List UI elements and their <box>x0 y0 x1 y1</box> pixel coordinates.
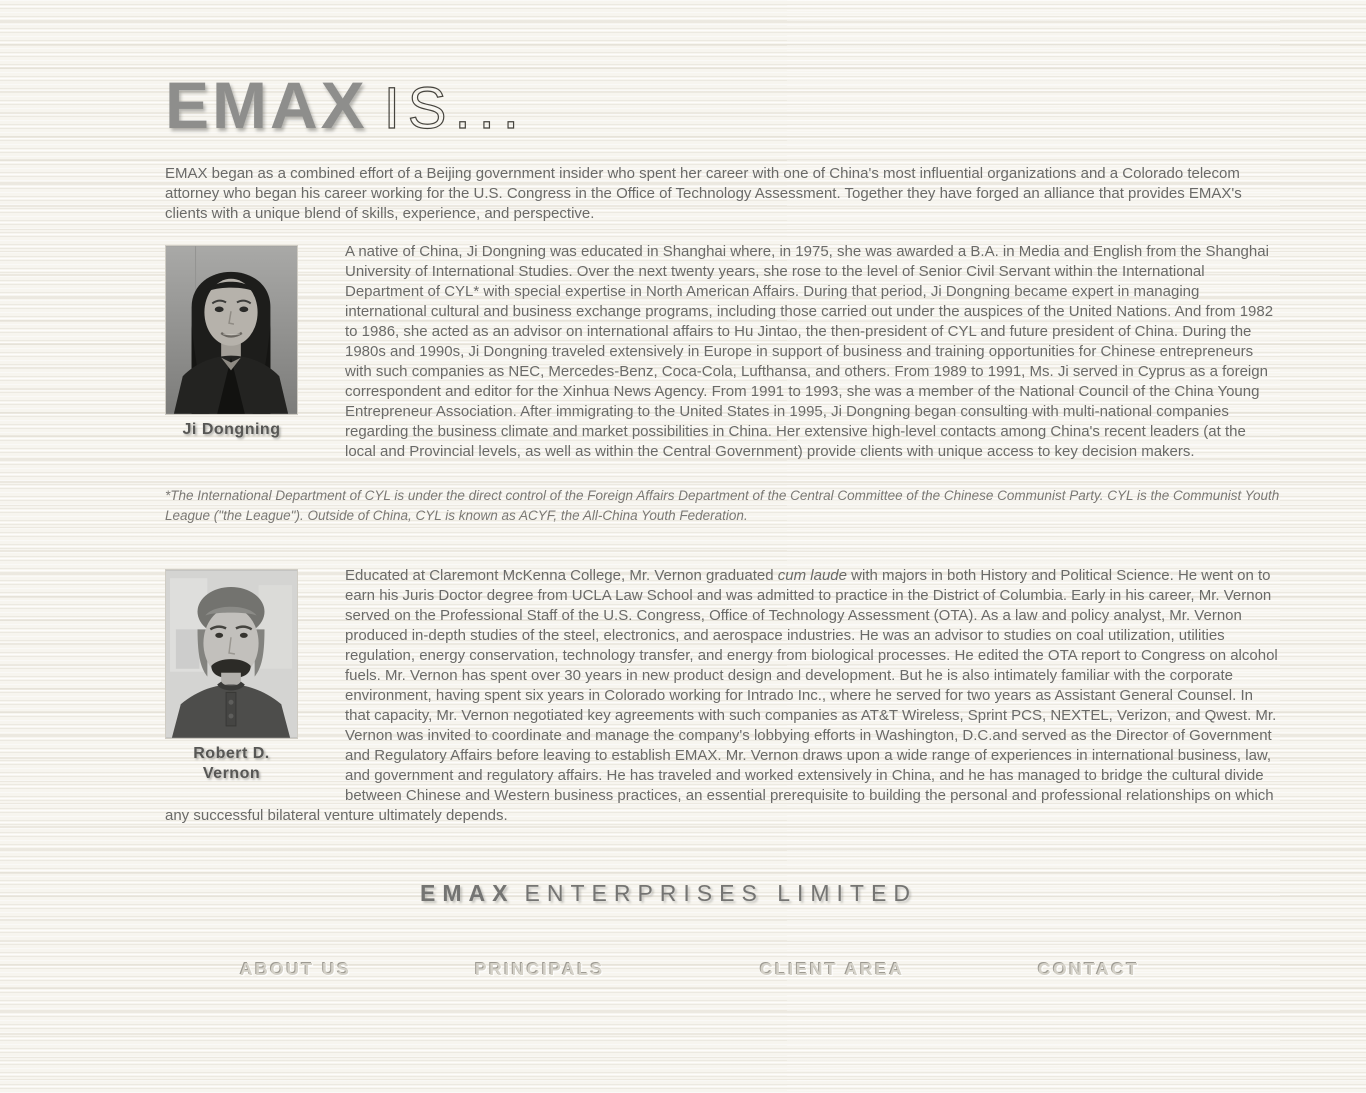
cyl-footnote: *The International Department of CYL is under the direct control of the Foreign Affairs Department of the Central Committee of the Chinese Communist Party. CYL is the Communist Youth League ("the League"). Outside of China, CYL is known as ACYF, the All-China Youth Federation. <box>165 488 1280 523</box>
intro-paragraph: EMAX began as a combined effort of a Beijing government insider who spent her career with one of China's most influential organizations and a Colorado telecom attorney who began his career working for the U.S. Congress in the Office of Technology Assessment. Together they have forged an alliance that provides EMAX's clients with a unique blend of skills, experience, and perspective. <box>165 165 1242 222</box>
nav-link-contact[interactable]: CONTACT <box>1038 959 1140 979</box>
page-title-emax: EMAX <box>165 68 368 142</box>
bio-robert-vernon-part1: Educated at Claremont McKenna College, Mr. Vernon graduated <box>345 567 778 584</box>
photo-block-ji-dongning <box>165 245 298 440</box>
nav-link-client-area[interactable]: CLIENT AREA <box>760 959 905 979</box>
footer-nav <box>165 959 1280 989</box>
brand-enterprises-limited: ENTERPRISES LIMITED <box>524 880 917 906</box>
nav-link-principals[interactable]: PRINCIPALS <box>475 959 605 979</box>
company-brand <box>111 880 1226 907</box>
page-title-is: IS... <box>383 76 527 141</box>
principal-section-robert-vernon <box>165 566 1280 826</box>
caption-robert-vernon: Robert D. Vernon <box>193 745 270 782</box>
principal-section-ji-dongning <box>165 242 1280 462</box>
photo-block-robert-vernon <box>165 569 298 784</box>
nav-link-about-us[interactable]: ABOUT US <box>240 959 352 979</box>
caption-ji-dongning: Ji Dongning <box>182 421 281 438</box>
bio-robert-vernon-cum-laude: cum laude <box>777 567 847 584</box>
bio-ji-dongning: A native of China, Ji Dongning was educated in Shanghai where, in 1975, she was awarded a B.A. in Media and English from the Shanghai University of International Studies. Over the next twenty years, she rose to the level of Senior Civil Servant within the International Department of CYL* with special expertise in North American Affairs. During that period, Ji Dongning became expert in managing international cultural and business exchange programs, including those carried out under the auspices of the United Nations. And from 1982 to 1986, she acted as an advisor on international affairs to Hu Jintao, the then-president of CYL and future president of China. During the 1980s and 1990s, Ji Dongning traveled extensively in Europe in support of business and training opportunities for Chinese entrepreneurs with such companies as NEC, Mercedes-Benz, Coca-Cola, Lufthansa, and others. From 1989 to 1991, Ms. Ji served in Cyprus as a foreign correspondent and editor for the Xinhua News Agency. From 1991 to 1993, she was a member of the National Council of the China Young Entrepreneur Association. After immigrating to the United States in 1995, Ji Dongning began consulting with multi-national companies regarding the business climate and market possibilities in China. Her extensive high-level contacts among China's recent leaders (at the local and Provincial levels, as well as within the Central Government) provide clients with unique access to key decision makers. <box>345 243 1274 460</box>
page-title <box>165 0 1280 140</box>
portrait-ji-dongning <box>165 245 298 415</box>
page-content <box>165 0 1280 989</box>
portrait-robert-vernon <box>165 569 298 739</box>
bio-robert-vernon-part2: with majors in both History and Political Science. He went on to earn his Juris Doctor degree from UCLA Law School and was admitted to practice in the District of Columbia. Early in his career, Mr. Vernon served on the Professional Staff of the U.S. Congress, Office of Technology Assessment (OTA). As a law and policy analyst, Mr. Vernon produced in-depth studies of the steel, electronics, and aerospace industries. He was an advisor to studies on coal utilization, utilities regulation, energy conservation, technology transfer, and energy from biological processes. He edited the OTA report to Congress on alcohol fuels. Mr. Vernon has spent over 30 years in new product design and development. But he is also intimately familiar with the corporate environment, having spent six years in Colorado working for Intrado Inc., where he served for two years as Assistant General Counsel. In that capacity, Mr. Vernon negotiated key agreements with such companies as AT&T Wireless, Sprint PCS, NEXTEL, Verizon, and Qwest. Mr. Vernon was invited to coordinate and manage the company's lobbying efforts in Washington, D.C.and served as the Director of Government and Regulatory Affairs before leaving to establish EMAX. Mr. Vernon draws upon a wide range of experiences in international business, law, and government and regulatory affairs. He has traveled and worked extensively in China, and he has managed to bridge the cultural divide between Chinese and Western business practices, an essential prerequisite to building the personal and professional relationships on which any successful bilateral venture ultimately depends. <box>165 567 1278 824</box>
brand-emax: EMAX <box>420 880 515 906</box>
